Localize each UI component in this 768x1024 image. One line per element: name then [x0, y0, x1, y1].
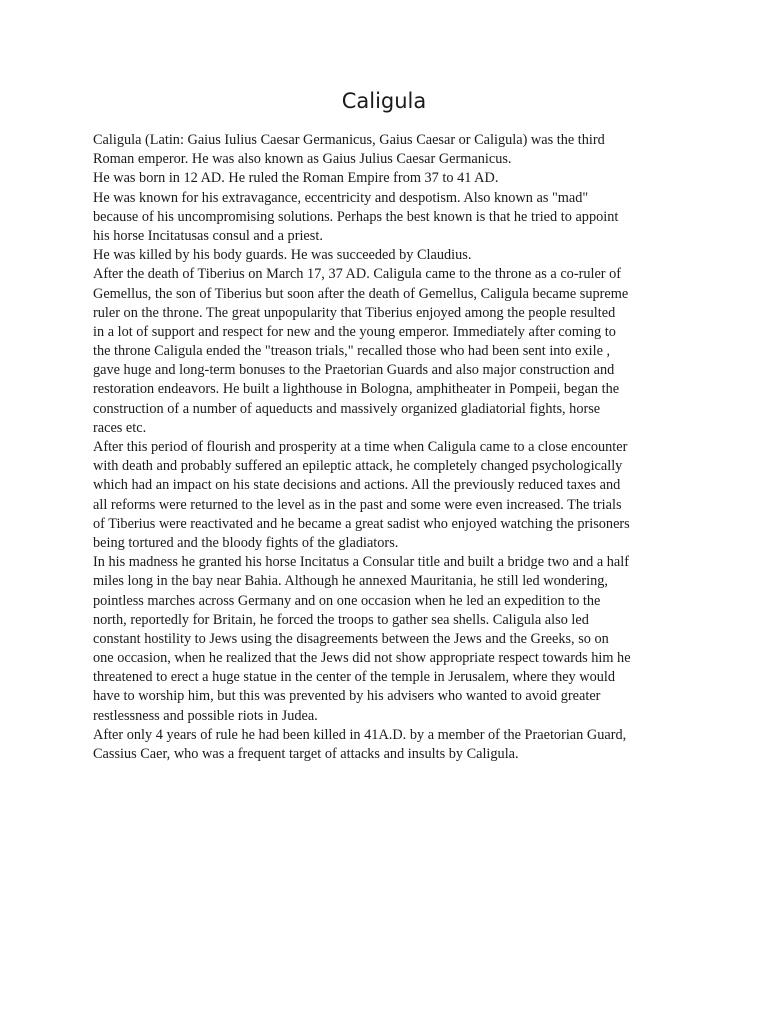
text-line: restoration endeavors. He built a lighthouse in Bologna, amphitheater in Pompeii, began the [93, 381, 620, 398]
text-line: Cassius Caer, who was a frequent target of attacks and insults by Caligula. [93, 746, 519, 762]
text-line: Roman emperor. He was also known as Gaius Julius Caesar Germanicus. [93, 151, 512, 168]
text-line: After only 4 years of rule he had been killed in 41A.D. by a member of the Praetorian Guard, [93, 726, 627, 743]
text-line: After this period of flourish and prosperity at a time when Caligula came to a close encounter [93, 439, 628, 455]
text-line: ruler on the throne. The great unpopularity that Tiberius enjoyed among the people resulted [93, 304, 616, 321]
text-line: After the death of Tiberius on March 17, 37 AD. Caligula came to the throne as a co-ruler of [93, 266, 622, 283]
text-line: In his madness he granted his horse Incitatus a Consular title and built a bridge two and a half [93, 554, 630, 571]
text-line: with death and probably suffered an epileptic attack, he completely changed psychologically [93, 458, 623, 475]
text-line: because of his uncompromising solutions. Perhaps the best known is that he tried to appoint [93, 208, 619, 225]
text-line: constant hostility to Jews using the disagreements between the Jews and the Greeks, so on [93, 630, 609, 647]
text-line: gave huge and long-term bonuses to the Praetorian Guards and also major construction and [93, 362, 615, 379]
article-body [93, 131, 693, 764]
text-line: Gemellus, the son of Tiberius but soon after the death of Gemellus, Caligula became supreme [93, 285, 629, 302]
text-line: have to worship him, but this was prevented by his advisers who wanted to avoid greater [93, 688, 601, 705]
page-title: Caligula [341, 89, 427, 113]
text-line: one occasion, when he realized that the Jews did not show appropriate respect towards him he [93, 650, 631, 667]
text-line: construction of a number of aqueducts and massively organized gladiatorial fights, horse [93, 400, 601, 417]
text-line: being tortured and the bloody fights of the gladiators. [93, 534, 399, 551]
text-line: pointless marches across Germany and on one occasion when he led an expedition to the [93, 592, 601, 609]
text-line: restlessness and possible riots in Judea. [93, 707, 318, 724]
text-line: all reforms were returned to the level as in the past and some were even increased. The trials [93, 496, 622, 513]
text-line: He was known for his extravagance, eccentricity and despotism. Also known as "mad" [93, 189, 589, 206]
text-line: in a lot of support and respect for new and the young emperor. Immediately after coming to [93, 323, 616, 340]
text-line: miles long in the bay near Bahia. Although he annexed Mauritania, he still led wondering, [93, 573, 608, 590]
text-line: north, reportedly for Britain, he forced the troops to gather sea shells. Caligula also led [93, 611, 589, 628]
text-line: threatened to erect a huge statue in the center of the temple in Jerusalem, where they would [93, 669, 616, 686]
text-line: the throne Caligula ended the "treason trials," recalled those who had been sent into exile , [93, 343, 611, 360]
text-line: of Tiberius were reactivated and he became a great sadist who enjoyed watching the prisoners [93, 515, 630, 532]
text-line: his horse Incitatusas consul and a priest. [93, 227, 323, 244]
text-line: which had an impact on his state decisions and actions. All the previously reduced taxes and [93, 477, 621, 494]
text-line: Caligula (Latin: Gaius Iulius Caesar Germanicus, Gaius Caesar or Caligula) was the third [93, 132, 605, 148]
text-line: He was killed by his body guards. He was succeeded by Claudius. [93, 247, 472, 264]
text-line: races etc. [93, 419, 147, 436]
text-line: He was born in 12 AD. He ruled the Roman Empire from 37 to 41 AD. [93, 170, 499, 187]
